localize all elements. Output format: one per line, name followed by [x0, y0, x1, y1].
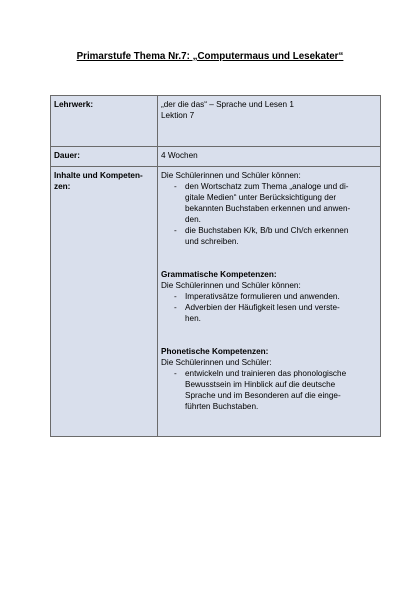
competences-intro: Die Schülerinnen und Schüler können:: [161, 171, 301, 180]
page-title: Primarstufe Thema Nr.7: „Computermaus und Lesekater“: [76, 51, 344, 62]
grammar-list: [161, 291, 377, 324]
list-item-line: gitale Medien“ unter Berücksichtigung der: [185, 193, 337, 202]
list-item-line: die Buchstaben K/k, B/b und Ch/ch erkennen: [185, 226, 349, 235]
section-spacer: [161, 324, 377, 346]
competences-list: [161, 181, 377, 247]
list-item: [161, 181, 377, 225]
inhalte-label-line: Inhalte und Kompeten-: [54, 171, 143, 180]
dash-bullet: -: [174, 226, 177, 235]
lehrwerk-lesson: Lektion 7: [161, 111, 195, 120]
list-item-line: den.: [185, 215, 201, 224]
inhalte-value: [158, 167, 381, 437]
lehrwerk-label: Lehrwerk:: [51, 96, 158, 147]
table-row-dauer: [51, 147, 381, 167]
dash-bullet: -: [174, 182, 177, 191]
list-item: [161, 225, 377, 247]
phonetic-intro: Die Schülerinnen und Schüler:: [161, 358, 272, 367]
section-spacer: [161, 247, 377, 269]
list-item: [161, 368, 377, 412]
list-item-line: Imperativsätze formulieren und anwenden.: [185, 292, 340, 301]
list-item: [161, 302, 377, 324]
table-row-lehrwerk: [51, 96, 381, 147]
dauer-label: Dauer:: [51, 147, 158, 167]
list-item-line: führten Buchstaben.: [185, 402, 259, 411]
list-item-line: Sprache und im Besonderen auf die einge-: [185, 391, 341, 400]
phonetic-list: [161, 368, 377, 412]
dash-bullet: -: [174, 369, 177, 378]
list-item-line: Bewusstsein im Hinblick auf die deutsche: [185, 380, 336, 389]
list-item-line: den Wortschatz zum Thema „analoge und di-: [185, 182, 349, 191]
list-item-line: bekannten Buchstaben erkennen und anwen-: [185, 204, 351, 213]
list-item-line: hen.: [185, 314, 201, 323]
list-item-line: und schreiben.: [185, 237, 239, 246]
dash-bullet: -: [174, 292, 177, 301]
dash-bullet: -: [174, 303, 177, 312]
lehrwerk-value: [158, 96, 381, 147]
dauer-value: 4 Wochen: [158, 147, 381, 167]
grammar-intro: Die Schülerinnen und Schüler können:: [161, 281, 301, 290]
inhalte-label-line: zen:: [54, 182, 71, 191]
phonetic-heading: Phonetische Kompetenzen:: [161, 347, 269, 356]
grammar-heading: Grammatische Kompetenzen:: [161, 270, 277, 279]
list-item-line: Adverbien der Häufigkeit lesen und verste-: [185, 303, 340, 312]
table-row-inhalte: [51, 167, 381, 437]
inhalte-label: [51, 167, 158, 437]
list-item: [161, 291, 377, 302]
lehrwerk-title: „der die das“ – Sprache und Lesen 1: [161, 100, 294, 109]
lesson-plan-table: [50, 95, 381, 437]
list-item-line: entwickeln und trainieren das phonologische: [185, 369, 347, 378]
